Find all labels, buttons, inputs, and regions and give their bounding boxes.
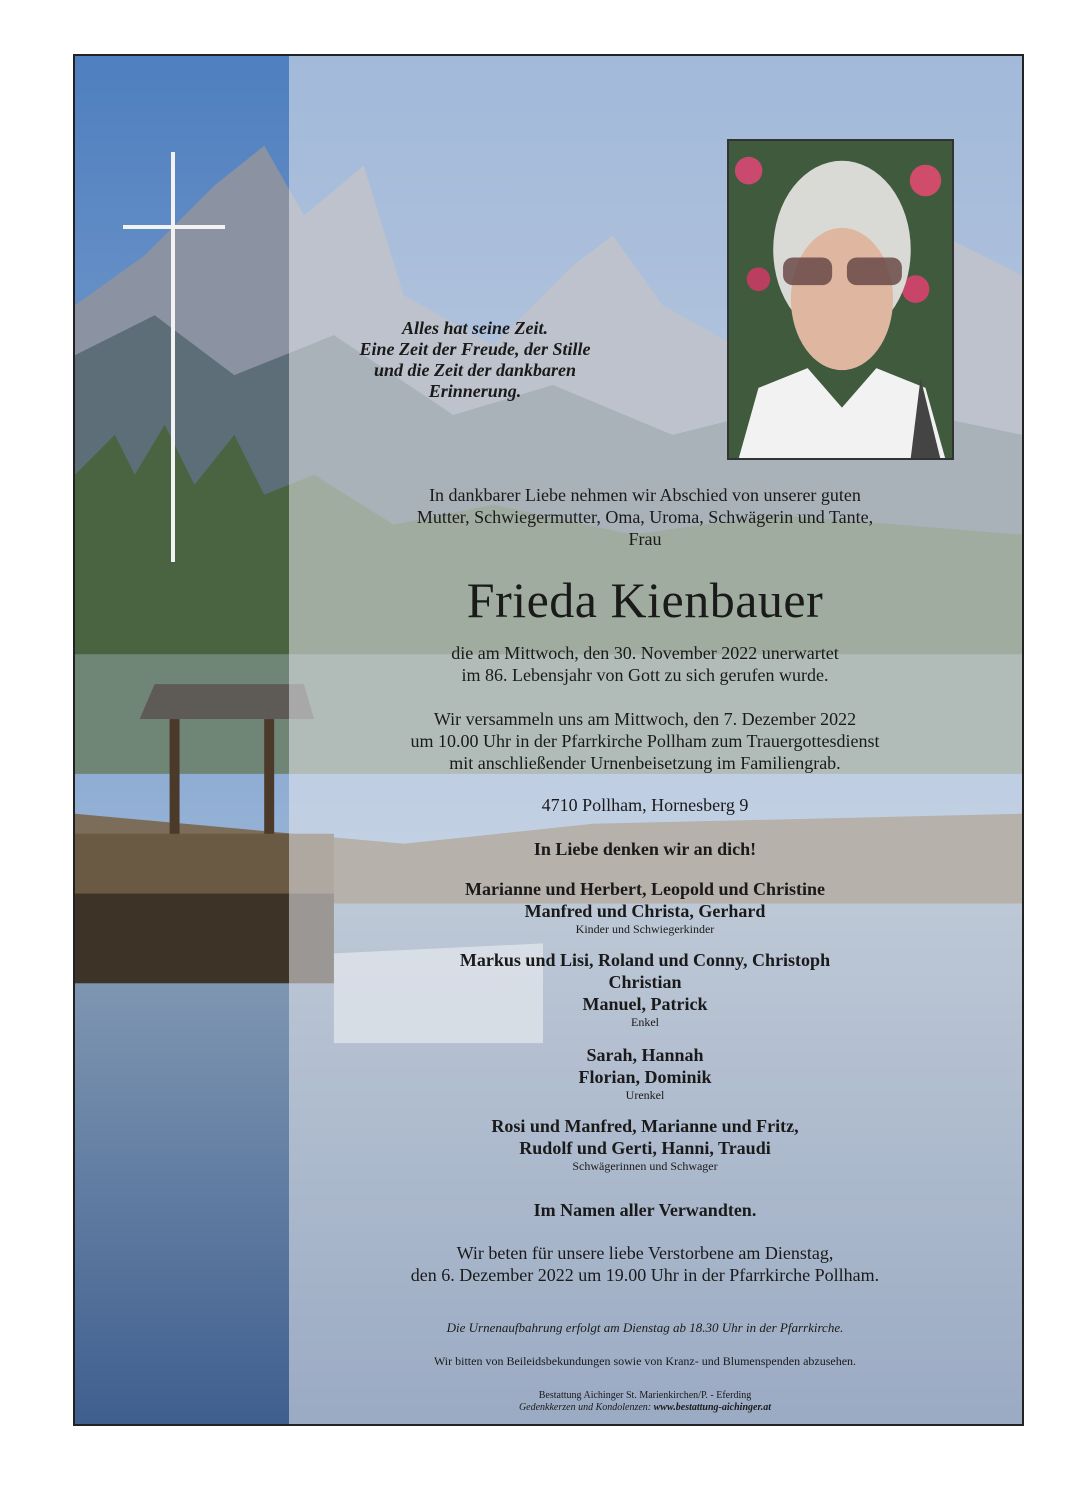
mourner-names: Sarah, Hannah bbox=[586, 1045, 704, 1065]
mourner-names: Markus und Lisi, Roland und Conny, Christoph bbox=[459, 950, 831, 970]
death-line: die am Mittwoch, den 30. November 2022 unerwartet bbox=[451, 643, 839, 663]
mourner-names: Rudolf und Gerti, Hanni, Traudi bbox=[519, 1138, 771, 1158]
online-prefix: Gedenkkerzen und Kondolenzen: bbox=[518, 1402, 654, 1413]
closing-line: Im Namen aller Verwandten. bbox=[533, 1200, 757, 1220]
mourner-names: Christian bbox=[608, 972, 682, 992]
urn-notice: Die Urnenaufbahrung erfolgt am Dienstag ab 18.30 Uhr in der Pfarrkirche. bbox=[446, 1320, 844, 1335]
intro-line: Frau bbox=[628, 529, 662, 549]
quote-line: Eine Zeit der Freude, der Stille bbox=[359, 339, 591, 359]
quote-line: Alles hat seine Zeit. bbox=[402, 318, 548, 338]
intro-line: In dankbarer Liebe nehmen wir Abschied von unserer guten bbox=[429, 485, 861, 505]
mourner-names: Florian, Dominik bbox=[578, 1067, 712, 1087]
death-line: im 86. Lebensjahr von Gott zu sich gerufen wurde. bbox=[461, 665, 829, 685]
prayer-notice bbox=[305, 1242, 985, 1286]
online-condolences bbox=[305, 1402, 985, 1414]
service-line: mit anschließender Urnenbeisetzung im Familiengrab. bbox=[449, 753, 841, 773]
quote-line: Erinnerung. bbox=[428, 381, 522, 401]
quote-line: und die Zeit der dankbaren bbox=[373, 360, 576, 380]
relation-label: Urenkel bbox=[625, 1088, 665, 1102]
mourners-heading: In Liebe denken wir an dich! bbox=[533, 839, 757, 859]
mourner-names: Rosi und Manfred, Marianne und Fritz, bbox=[491, 1116, 799, 1136]
address: 4710 Pollham, Hornesberg 9 bbox=[541, 795, 749, 815]
service-details bbox=[305, 708, 985, 774]
memorial-quote bbox=[335, 318, 615, 402]
cross-icon bbox=[171, 152, 175, 562]
intro-line: Mutter, Schwiegermutter, Oma, Uroma, Schwägerin und Tante, bbox=[416, 507, 874, 527]
mourner-group bbox=[305, 949, 985, 1030]
mourner-group bbox=[305, 1044, 985, 1103]
portrait-photo bbox=[727, 139, 954, 460]
prayer-line: Wir beten für unsere liebe Verstorbene am Dienstag, bbox=[456, 1243, 834, 1263]
website-link[interactable]: www.bestattung-aichinger.at bbox=[653, 1402, 772, 1413]
mourner-group bbox=[305, 1115, 985, 1174]
deceased-name: Frieda Kienbauer bbox=[466, 572, 824, 628]
relation-label: Enkel bbox=[631, 1015, 659, 1029]
obituary-card bbox=[73, 54, 1024, 1426]
relation-label: Kinder und Schwiegerkinder bbox=[575, 922, 715, 936]
relation-label: Schwägerinnen und Schwager bbox=[572, 1159, 718, 1173]
undertaker: Bestattung Aichinger St. Marienkirchen/P. - Eferding bbox=[538, 1390, 752, 1401]
mourner-names: Marianne und Herbert, Leopold und Christine bbox=[464, 879, 826, 899]
mourner-names: Manfred und Christa, Gerhard bbox=[524, 901, 766, 921]
footer bbox=[305, 1390, 985, 1414]
mourner-group bbox=[305, 878, 985, 937]
cross-icon-bar bbox=[123, 225, 225, 229]
intro-text bbox=[305, 484, 985, 550]
mourner-names: Manuel, Patrick bbox=[582, 994, 708, 1014]
condolence-notice: Wir bitten von Beileidsbekundungen sowie von Kranz- und Blumenspenden abzusehen. bbox=[433, 1354, 857, 1368]
service-line: um 10.00 Uhr in der Pfarrkirche Pollham zum Trauergottesdienst bbox=[410, 731, 880, 751]
death-notice bbox=[305, 642, 985, 686]
prayer-line: den 6. Dezember 2022 um 19.00 Uhr in der Pfarrkirche Pollham. bbox=[410, 1265, 880, 1285]
service-line: Wir versammeln uns am Mittwoch, den 7. Dezember 2022 bbox=[433, 709, 857, 729]
